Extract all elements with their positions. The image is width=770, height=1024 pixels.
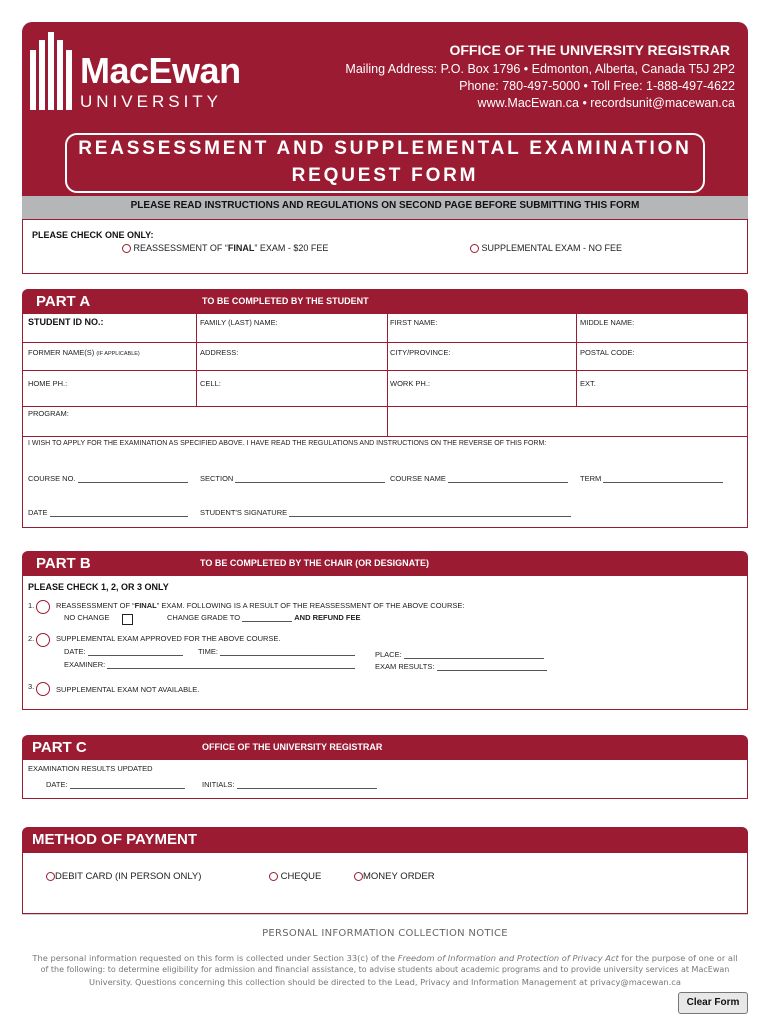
privacy-line-1 xyxy=(22,953,748,963)
ext-label: EXT. xyxy=(580,379,596,388)
c-initials-field[interactable] xyxy=(202,780,377,789)
opt1-bold: FINAL xyxy=(227,243,255,253)
part-b-title: PART B xyxy=(36,555,91,572)
c-date-label: DATE: xyxy=(46,780,68,789)
money-order-option[interactable] xyxy=(354,871,435,882)
option-1-radio[interactable] xyxy=(36,600,50,614)
term-field[interactable] xyxy=(580,474,723,483)
option-1-label xyxy=(56,601,464,610)
b-exam-results-field[interactable] xyxy=(375,662,547,671)
date-field[interactable] xyxy=(28,508,188,517)
b-exam-results-line[interactable] xyxy=(437,670,547,671)
c-initials-label: INITIALS: xyxy=(202,780,235,789)
macewan-logo-icon xyxy=(28,30,78,120)
cheque-option[interactable] xyxy=(269,871,321,882)
supplemental-radio[interactable] xyxy=(470,244,479,253)
signature-label: STUDENT'S SIGNATURE xyxy=(200,508,288,517)
course-no-line[interactable] xyxy=(78,482,188,483)
mailing-address: Mailing Address: P.O. Box 1796 • Edmonton, Alberta, Canada T5J 2P2 xyxy=(345,62,735,76)
course-no-label: COURSE NO. xyxy=(28,474,76,483)
work-phone-label: WORK PH.: xyxy=(390,379,431,388)
part-a-box xyxy=(22,313,748,528)
b-date-line[interactable] xyxy=(88,655,183,656)
former-names-label xyxy=(28,348,140,357)
read-instructions-notice: PLEASE READ INSTRUCTIONS AND REGULATIONS ON SECOND PAGE BEFORE SUBMITTING THIS FORM xyxy=(130,200,640,211)
b-examiner-label: EXAMINER: xyxy=(64,660,106,669)
b-place-label: PLACE: xyxy=(375,650,402,659)
b-date-label: DATE: xyxy=(64,647,86,656)
course-name-line[interactable] xyxy=(448,482,568,483)
clear-form-button[interactable]: Clear Form xyxy=(678,992,748,1014)
signature-field[interactable] xyxy=(200,508,571,517)
home-phone-label: HOME PH.: xyxy=(28,379,68,388)
debit-radio[interactable] xyxy=(46,872,55,881)
course-no-field[interactable] xyxy=(28,474,188,483)
refund-label: AND REFUND FEE xyxy=(294,613,361,622)
privacy-line-2: of the following: to determine eligibility for admission and financial assistance, to advise students about academic programs and to provide university services at MacEwan xyxy=(40,965,730,974)
change-grade-label: CHANGE GRADE TO xyxy=(167,613,241,622)
course-name-field[interactable] xyxy=(390,474,568,483)
first-name-label: FIRST NAME: xyxy=(390,318,438,327)
form-title-line2: REQUEST FORM xyxy=(291,165,479,186)
office-title: OFFICE OF THE UNIVERSITY REGISTRAR xyxy=(449,42,730,58)
signature-line[interactable] xyxy=(289,516,571,517)
check-one-label: PLEASE CHECK ONE ONLY: xyxy=(32,230,154,240)
o1-post: ” EXAM. FOLLOWING IS A RESULT OF THE REASSESSMENT OF THE ABOVE COURSE: xyxy=(156,601,465,610)
cheque-label: CHEQUE xyxy=(280,871,322,882)
term-line[interactable] xyxy=(603,482,723,483)
phone-line: Phone: 780-497-5000 • Toll Free: 1-888-497-4622 xyxy=(459,79,735,93)
former-names-text: FORMER NAME(S) xyxy=(28,348,95,357)
middle-name-label: MIDDLE NAME: xyxy=(580,318,635,327)
section-label: SECTION xyxy=(200,474,234,483)
part-c-title: PART C xyxy=(32,739,87,756)
reassessment-radio[interactable] xyxy=(122,244,131,253)
option-2-radio[interactable] xyxy=(36,633,50,647)
debit-label: DEBIT CARD (IN PERSON ONLY) xyxy=(55,871,202,882)
cheque-radio[interactable] xyxy=(269,872,278,881)
option-3-radio[interactable] xyxy=(36,682,50,696)
change-grade-line[interactable] xyxy=(242,621,292,622)
section-field[interactable] xyxy=(200,474,385,483)
c-date-line[interactable] xyxy=(70,788,185,789)
part-b-subtitle: TO BE COMPLETED BY THE CHAIR (OR DESIGNATE) xyxy=(200,558,430,568)
program-label: PROGRAM: xyxy=(28,409,69,418)
opt2-label: SUPPLEMENTAL EXAM - NO FEE xyxy=(481,243,623,253)
privacy-act-name: Freedom of Information and Protection of Privacy Act xyxy=(397,953,619,963)
payment-box xyxy=(22,852,748,914)
money-order-label: MONEY ORDER xyxy=(363,871,435,882)
privacy-title: PERSONAL INFORMATION COLLECTION NOTICE xyxy=(262,928,508,939)
if-applicable-text: (IF APPLICABLE) xyxy=(96,351,140,357)
b-examiner-line[interactable] xyxy=(107,668,355,669)
privacy-divider xyxy=(22,914,748,915)
opt1-pre: REASSESSMENT OF “ xyxy=(133,243,228,253)
privacy-line1-pre: The personal information requested on this form is collected under Section 33(c) of the xyxy=(32,953,398,963)
payment-title: METHOD OF PAYMENT xyxy=(32,831,198,848)
part-c-bar xyxy=(22,735,748,759)
web-line: www.MacEwan.ca • recordsunit@macewan.ca xyxy=(477,96,735,110)
privacy-line-3: University. Questions concerning this collection should be directed to the Lead, Privacy and Information Management at privacy@macewan.ca xyxy=(89,977,681,987)
form-title-line1: REASSESSMENT AND SUPPLEMENTAL EXAMINATION xyxy=(78,138,692,159)
declaration-text: I WISH TO APPLY FOR THE EXAMINATION AS SPECIFIED ABOVE. I HAVE READ THE REGULATIONS AND INSTRUCTIONS ON THE REVERSE OF THIS FORM: xyxy=(28,440,547,447)
term-label: TERM xyxy=(580,474,602,483)
part-a-bar xyxy=(22,289,748,313)
n1: 1. xyxy=(28,601,35,610)
money-order-radio[interactable] xyxy=(354,872,363,881)
n2: 2. xyxy=(28,634,35,643)
c-date-field[interactable] xyxy=(46,780,185,789)
b-date-field[interactable] xyxy=(64,647,183,656)
no-change-label: NO CHANGE xyxy=(64,613,110,622)
o1-bold: FINAL xyxy=(134,601,157,610)
option-supplemental[interactable] xyxy=(470,243,622,253)
b-place-field[interactable] xyxy=(375,650,544,659)
logo-subtitle: UNIVERSITY xyxy=(80,92,223,111)
o1-pre: REASSESSMENT OF “ xyxy=(56,601,135,610)
b-exam-results-label: EXAM RESULTS: xyxy=(375,662,435,671)
option-2-label: SUPPLEMENTAL EXAM APPROVED FOR THE ABOVE COURSE. xyxy=(56,634,281,643)
logo-name: MacEwan xyxy=(80,50,241,91)
student-id-label: STUDENT ID NO.: xyxy=(28,317,104,327)
section-line[interactable] xyxy=(235,482,385,483)
option-reassessment[interactable] xyxy=(122,243,328,253)
b-place-line[interactable] xyxy=(404,658,544,659)
part-c-subtitle: OFFICE OF THE UNIVERSITY REGISTRAR xyxy=(202,742,383,752)
opt1-post: ” EXAM - $20 FEE xyxy=(254,243,329,253)
date-line[interactable] xyxy=(50,516,188,517)
b-time-field[interactable] xyxy=(198,647,355,656)
cell-label: CELL: xyxy=(200,379,221,388)
city-label: CITY/PROVINCE: xyxy=(390,348,451,357)
family-name-label: FAMILY (LAST) NAME: xyxy=(200,318,278,327)
option-3-label: SUPPLEMENTAL EXAM NOT AVAILABLE. xyxy=(56,685,200,694)
part-b-check-label: PLEASE CHECK 1, 2, OR 3 ONLY xyxy=(28,582,169,592)
course-name-label: COURSE NAME xyxy=(390,474,446,483)
debit-option[interactable] xyxy=(46,871,201,882)
part-a-subtitle: TO BE COMPLETED BY THE STUDENT xyxy=(202,296,369,306)
n3: 3. xyxy=(28,682,35,691)
change-grade-field[interactable] xyxy=(167,613,361,622)
results-updated-label: EXAMINATION RESULTS UPDATED xyxy=(28,764,153,773)
postal-label: POSTAL CODE: xyxy=(580,348,635,357)
c-initials-line[interactable] xyxy=(237,788,377,789)
b-time-line[interactable] xyxy=(220,655,355,656)
date-label: DATE xyxy=(28,508,48,517)
b-examiner-field[interactable] xyxy=(64,660,355,669)
b-time-label: TIME: xyxy=(198,647,218,656)
privacy-line1-post: for the purpose of one or all xyxy=(618,953,738,963)
no-change-checkbox[interactable] xyxy=(122,614,133,625)
address-label: ADDRESS: xyxy=(200,348,239,357)
part-a-title: PART A xyxy=(36,293,91,310)
